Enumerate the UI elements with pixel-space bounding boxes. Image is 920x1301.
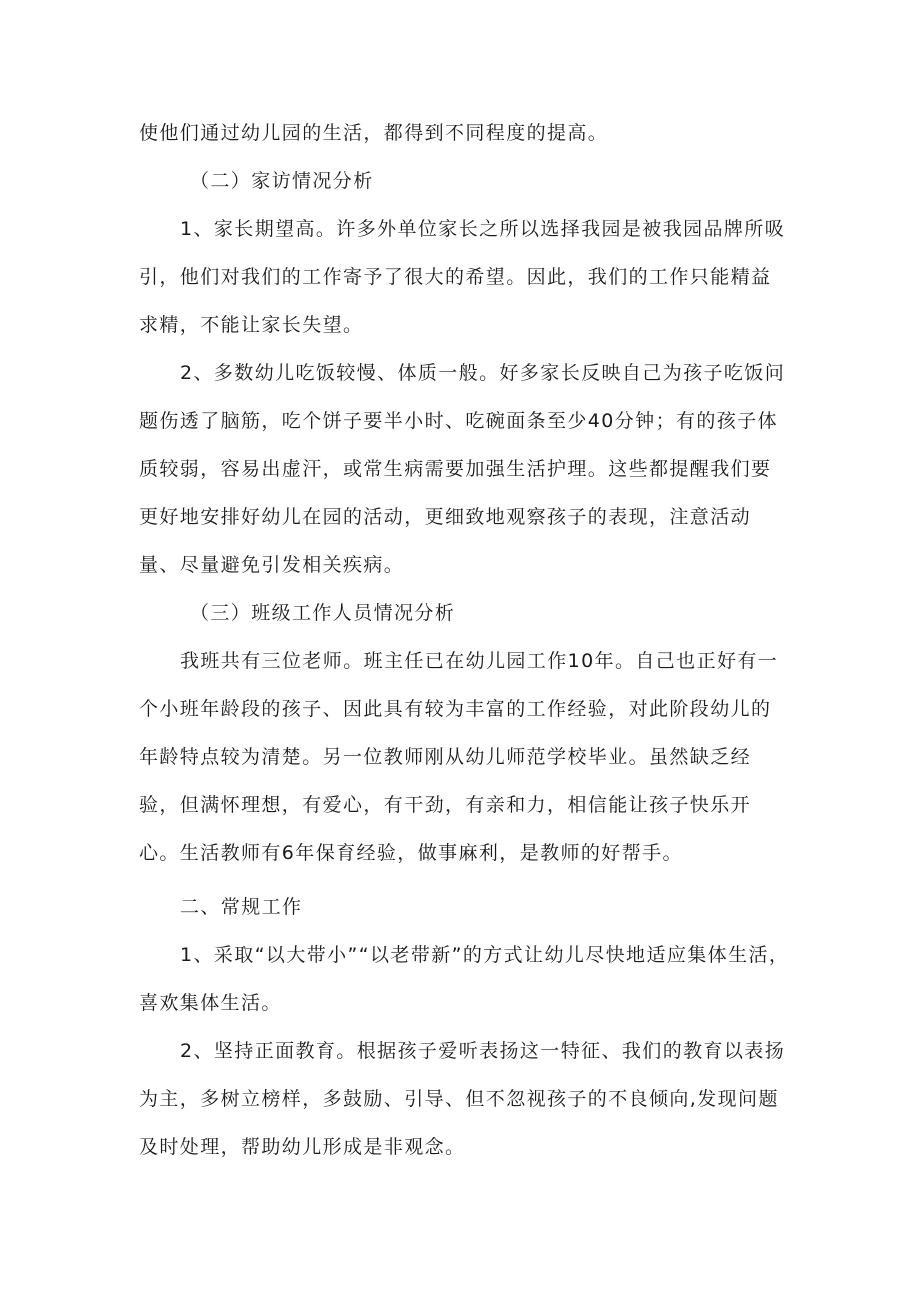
section-heading-staff: （三）班级工作人员情况分析 [190, 602, 456, 624]
paragraph-continuation: 使他们通过幼儿园的生活，都得到不同程度的提高。 [139, 122, 609, 144]
paragraph-parent-expectations: 1、家长期望高。许多外单位家长之所以选择我园是被我园品牌所吸引，他们对我们的工作寄予了很大的希望。因此，我们的工作只能精益求精，不能让家长失望。 [139, 218, 786, 336]
paragraph-routine-2: 2、坚持正面教育。根据孩子爱听表扬这一特征、我们的教育以表扬为主，多树立榜样，多鼓励、引导、但不忽视孩子的不良倾向,发现问题及时处理，帮助幼儿形成是非观念。 [139, 1040, 786, 1158]
paragraph-staff-analysis: 我班共有三位老师。班主任已在幼儿园工作10年。自己也正好有一个小班年龄段的孩子、因此具有较为丰富的工作经验，对此阶段幼儿的年龄特点较为清楚。另一位教师刚从幼儿师范学校毕业。虽然缺乏经验，但满怀理想，有爱心，有干劲，有亲和力，相信能让孩子快乐开心。生活教师有6年保育经验，做事麻利，是教师的好帮手。 [139, 650, 779, 864]
paragraph-routine-1: 1、采取“以大带小”“以老带新”的方式让幼儿尽快地适应集体生活，喜欢集体生活。 [139, 944, 790, 1014]
section-heading-routine-work: 二、常规工作 [180, 896, 303, 918]
paragraph-eating-health: 2、多数幼儿吃饭较慢、体质一般。好多家长反映自己为孩子吃饭问题伤透了脑筋，吃个饼子要半小时、吃碗面条至少40分钟；有的孩子体质较弱，容易出虚汗，或常生病需要加强生活护理。这些都提醒我们要更好地安排好幼儿在园的活动，更细致地观察孩子的表现，注意活动量、尽量避免引发相关疾病。 [139, 362, 786, 576]
section-heading-home-visit: （二）家访情况分析 [190, 170, 374, 192]
